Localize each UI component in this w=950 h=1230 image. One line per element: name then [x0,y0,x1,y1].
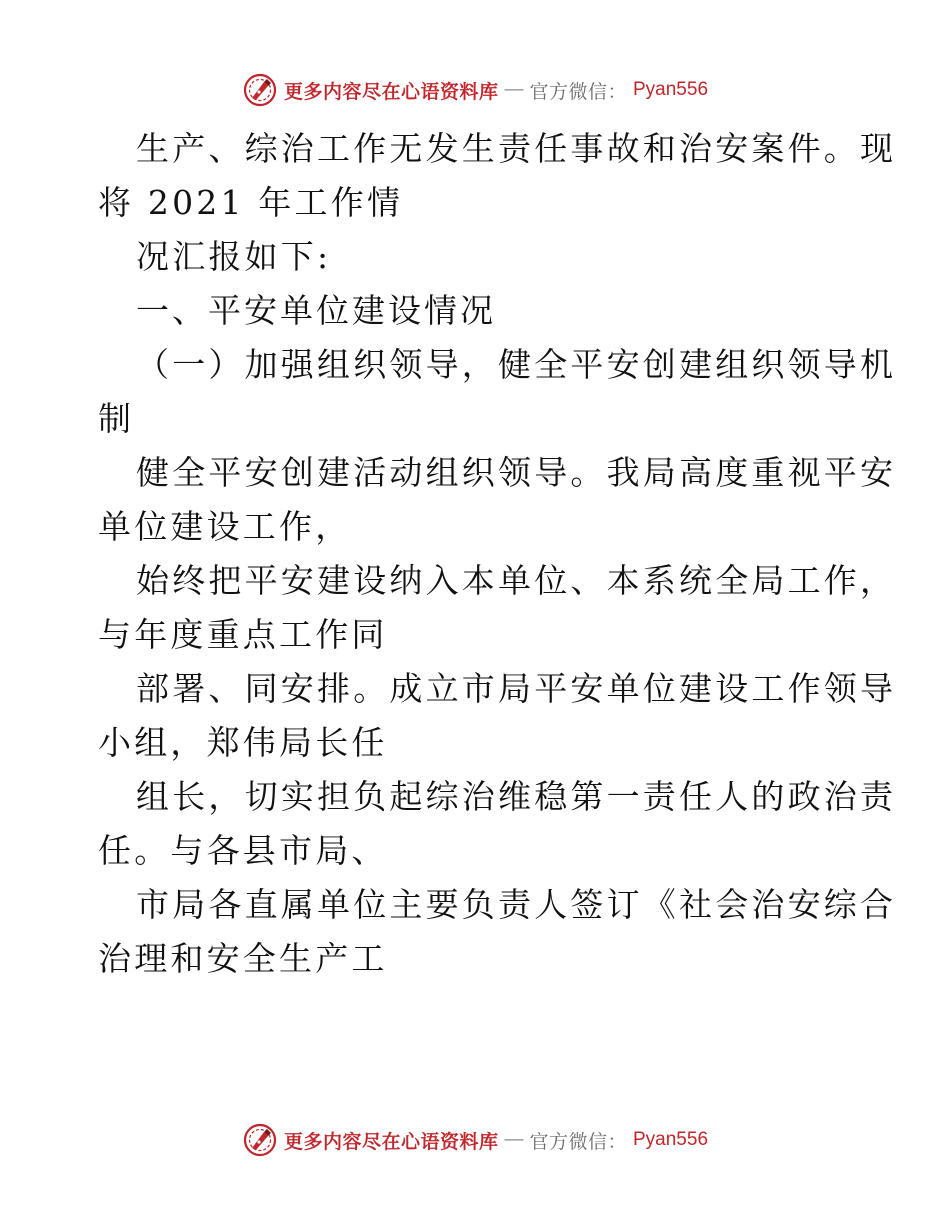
pen-nib-logo-icon [242,72,278,108]
section-heading: 一、平安单位建设情况 [136,291,496,330]
header-watermark [0,70,950,110]
watermark-wechat-label: 官方微信： [529,80,627,103]
watermark-wechat-id: Pyan556 [633,79,709,100]
text-line: 始终把平安建设纳入本单位、本系统全局工作， [136,561,897,600]
watermark-site-text: 更多内容尽在心语资料库 [283,80,499,103]
watermark-wechat-label: 官方微信： [529,1130,627,1153]
subsection-heading: （一）加强组织领导，健全平安创建组织领导机 [136,345,897,384]
text-line: 生产、综治工作无发生责任事故和治安案件。现 [136,129,897,168]
watermark-site-text: 更多内容尽在心语资料库 [283,1130,499,1153]
text-line: 制 [98,399,135,438]
watermark-wechat-id: Pyan556 [633,1129,709,1150]
pen-nib-logo-icon [242,1122,278,1158]
text-line: 将 2021 年工作情 [98,183,404,222]
text-line: 组长，切实担负起综治维稳第一责任人的政治责 [136,777,897,816]
text-line: 市局各直属单位主要负责人签订《社会治安综合 [136,885,897,924]
document-body [98,122,897,986]
text-line: 健全平安创建活动组织领导。我局高度重视平安 [136,453,897,492]
text-line: 小组，郑伟局长任 [98,723,388,762]
text-line: 与年度重点工作同 [98,615,388,654]
text-line: 治理和安全生产工 [98,939,388,978]
text-line: 单位建设工作， [98,507,352,546]
footer-watermark [0,1120,950,1160]
watermark-dash: — [504,1129,524,1150]
text-line: 部署、同安排。成立市局平安单位建设工作领导 [136,669,897,708]
text-line: 况汇报如下: [136,237,332,276]
text-line: 任。与各县市局、 [98,831,388,870]
watermark-dash: — [504,79,524,100]
